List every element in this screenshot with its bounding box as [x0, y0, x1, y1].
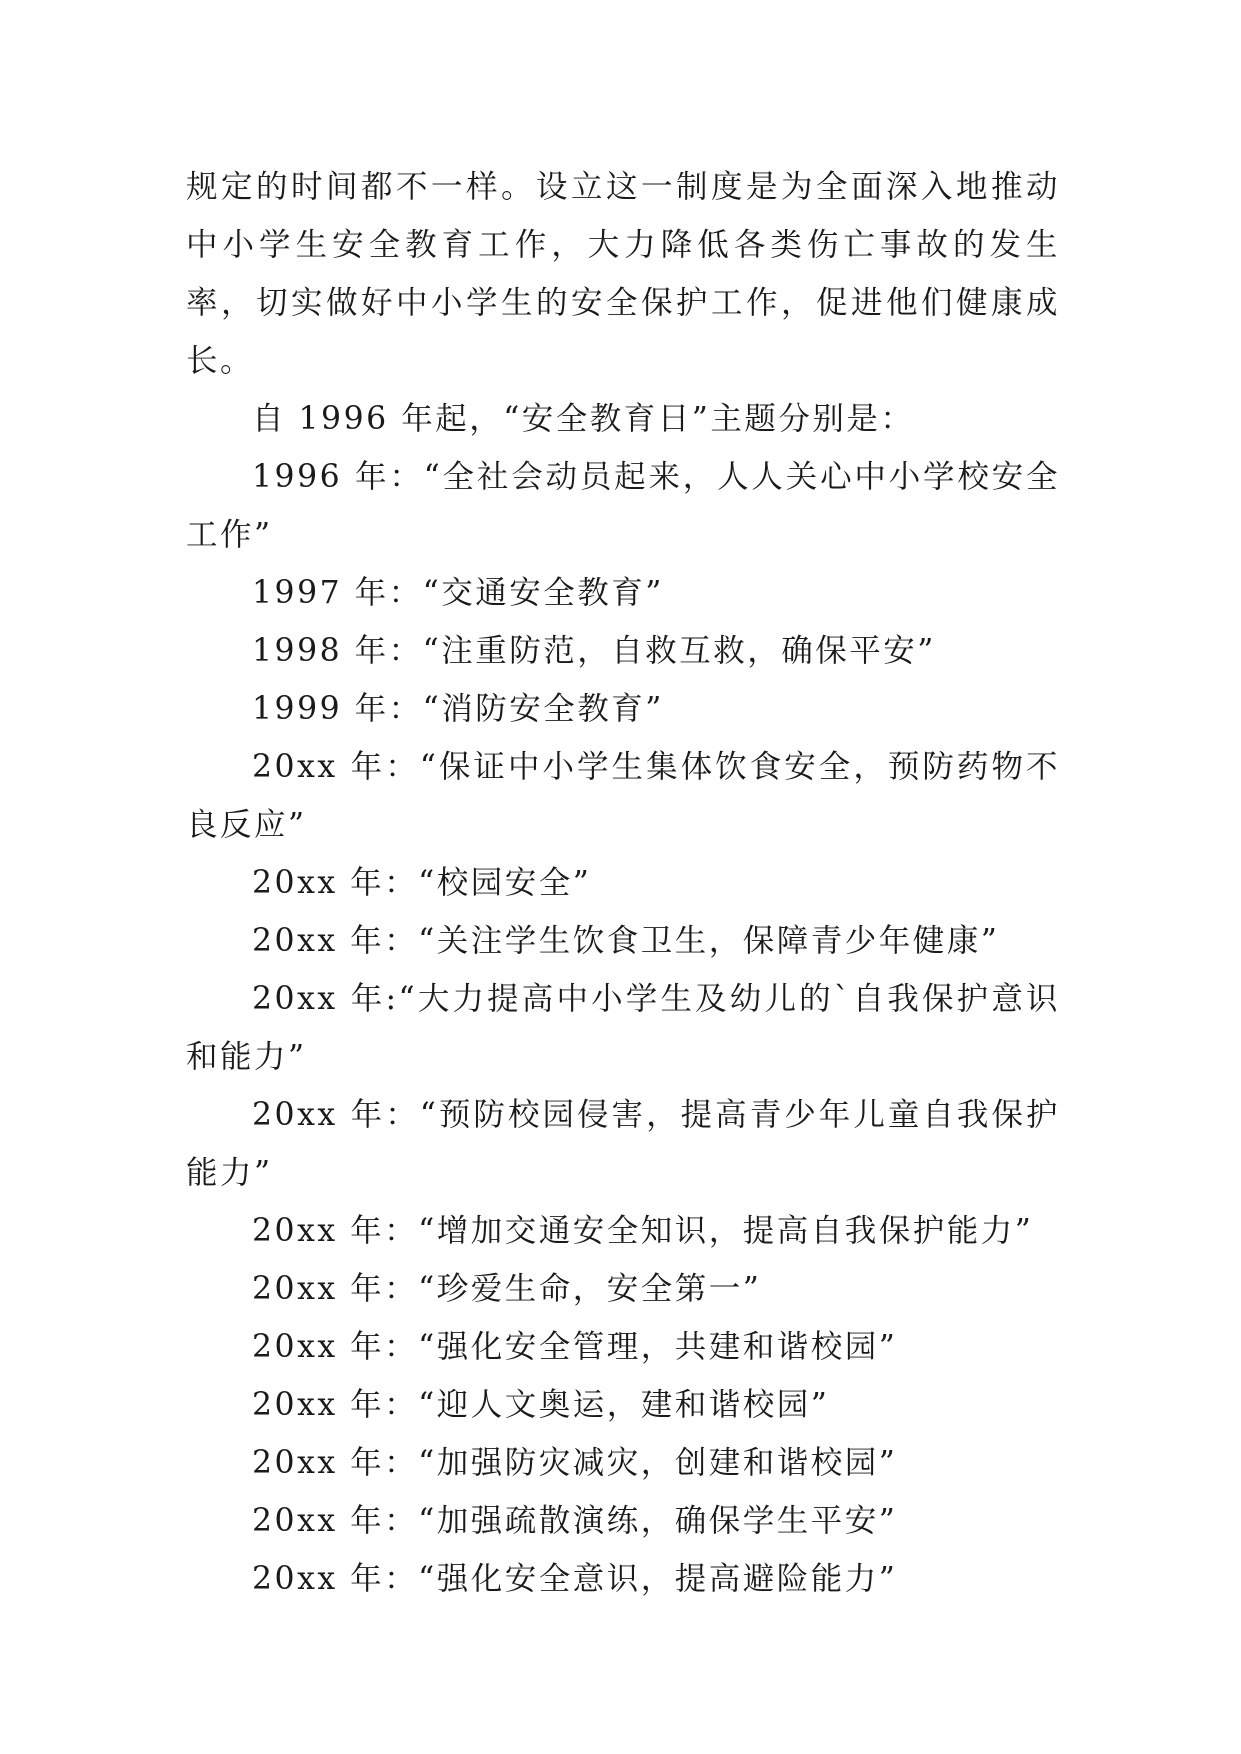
theme-item: 20xx 年：“强化安全意识，提高避险能力” — [252, 1561, 898, 1597]
theme-item: 20xx 年：“预防校园侵害，提高青少年儿童自我保护能力” — [186, 1097, 1060, 1191]
document-body — [186, 158, 1060, 1608]
theme-item: 20xx 年：“保证中小学生集体饮食安全，预防药物不良反应” — [186, 749, 1060, 843]
theme-item: 20xx 年：“强化安全管理，共建和谐校园” — [252, 1329, 898, 1365]
theme-item: 20xx 年：“校园安全” — [252, 865, 592, 901]
theme-item: 1996 年：“全社会动员起来，人人关心中小学校安全工作” — [186, 459, 1060, 553]
theme-item: 20xx 年:“大力提高中小学生及幼儿的`自我保护意识和能力” — [186, 981, 1060, 1075]
paragraph-themes-heading: 自 1996 年起，“安全教育日”主题分别是： — [252, 401, 915, 437]
theme-item: 1998 年：“注重防范，自救互救，确保平安” — [252, 633, 936, 669]
theme-item: 1999 年：“消防安全教育” — [252, 691, 664, 727]
theme-item: 1997 年：“交通安全教育” — [252, 575, 664, 611]
theme-item: 20xx 年：“加强疏散演练，确保学生平安” — [252, 1503, 898, 1539]
theme-item: 20xx 年：“加强防灾减灾，创建和谐校园” — [252, 1445, 898, 1481]
theme-item: 20xx 年：“珍爱生命，安全第一” — [252, 1271, 762, 1307]
theme-item: 20xx 年：“关注学生饮食卫生，保障青少年健康” — [252, 923, 1000, 959]
theme-item: 20xx 年：“迎人文奥运，建和谐校园” — [252, 1387, 830, 1423]
paragraph-intro: 规定的时间都不一样。设立这一制度是为全面深入地推动中小学生安全教育工作，大力降低各类伤亡事故的发生率，切实做好中小学生的安全保护工作，促进他们健康成长。 — [186, 169, 1060, 379]
theme-item: 20xx 年：“增加交通安全知识，提高自我保护能力” — [252, 1213, 1034, 1249]
